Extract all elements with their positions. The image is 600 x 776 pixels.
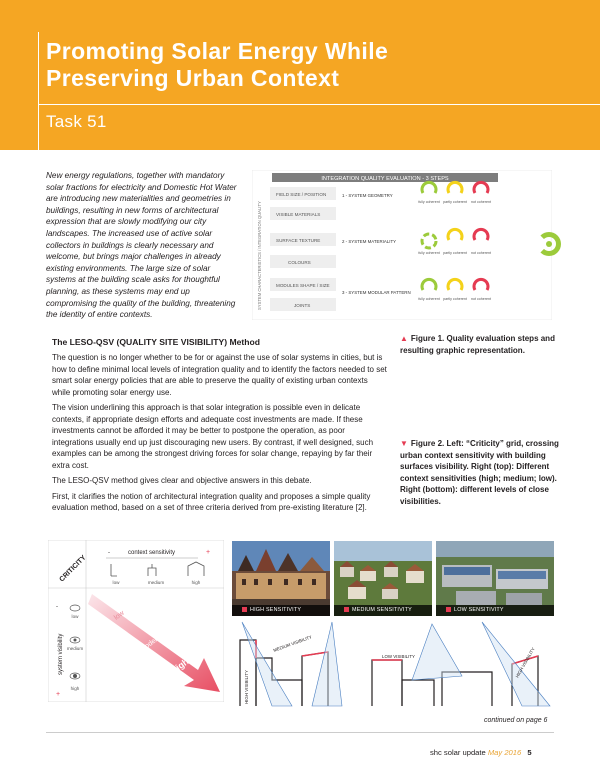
rating-label-partly-3: partly coherent <box>443 297 467 301</box>
item-joints: JOINTS <box>294 303 311 308</box>
rating-label-partly-2: partly coherent <box>443 251 467 255</box>
item-modules-shape: MODULES SHAPE / SIZE <box>276 283 330 288</box>
rating-label-fully-2: fully coherent <box>418 251 440 255</box>
paragraph-2: The vision underlining this approach is that solar integration is possible even in delicate contexts, if appropriate design efforts and adequate cost investments are made. If these investments cannot be afforded it may be better to postpone the operation, as poor integrations usually end up just discouraging new users. By contrast, if well designed, such examples can be among the strongest driving forces for solar change, repaying by far their extra cost. <box>52 403 374 470</box>
column-high: high <box>191 580 201 585</box>
header-left-rule <box>38 32 39 150</box>
footer-rule <box>46 732 554 733</box>
visibility-label-medium: MEDIUM VISIBILITY <box>272 634 313 653</box>
row-low: low <box>71 614 79 619</box>
plus-sign: + <box>206 549 211 556</box>
zone-low: low <box>113 609 126 622</box>
footer <box>430 748 532 757</box>
rating-label-fully-1: fully coherent <box>418 200 440 204</box>
rating-label-partly-1: partly coherent <box>443 200 467 204</box>
visibility-label-low: LOW VISIBILITY <box>382 654 415 659</box>
paragraph-1: The question is no longer whether to be for or against the use of solar systems in cities, but is how to define minimal local levels of integration quality and to identify the factors needed to set smart solar energy policies that are able to preserve the quality of existing urban contexts while promoting solar energy use. <box>52 353 387 397</box>
row-high: high <box>70 686 80 691</box>
page-title: Promoting Solar Energy While Preserving Urban Context <box>46 38 389 91</box>
column-low: low <box>112 580 120 585</box>
item-surface-texture: SURFACE TEXTURE <box>276 238 321 243</box>
figure-1 <box>252 170 552 320</box>
photo-low-sensitivity <box>436 541 554 616</box>
visibility-label-high-1: HIGH VISIBILITY <box>244 670 249 704</box>
footer-date: May 2016 <box>487 748 522 757</box>
building-low-1 <box>372 660 402 706</box>
minus-sign: - <box>108 550 110 556</box>
rating-label-not-1: not coherent <box>471 200 491 204</box>
criticity-label: CRITICITY <box>58 554 88 584</box>
continued-note: continued on page 6 <box>484 717 548 724</box>
rating-label-fully-3: fully coherent <box>418 297 440 301</box>
system-visibility-label: system visibility <box>58 633 64 675</box>
step-3: 3 - SYSTEM MODULAR PATTERN <box>342 290 411 295</box>
title-rule <box>38 104 600 105</box>
visibility-diagrams <box>232 620 554 710</box>
task-label: Task 51 <box>46 112 107 131</box>
figure-2-caption: ▼ Figure 2. Left: “Criticity” grid, crossing urban context sensitivity with building surfaces visibility. Right (top): Different context sensitivities (high; medium; low). Right (bottom): different levels of close visibilities. <box>400 439 559 506</box>
zone-moderate: moderate <box>139 630 168 654</box>
minus-sign-vertical: - <box>56 604 58 610</box>
rating-label-not-3: not coherent <box>471 297 491 301</box>
photo-label-low: LOW SENSITIVITY <box>436 605 554 616</box>
row-medium: medium <box>66 646 84 651</box>
figure-1-banner: INTEGRATION QUALITY EVALUATION - 3 STEPS <box>321 176 449 182</box>
figure-1-caption: ▲ Figure 1. Quality evaluation steps and resulting graphic representation. <box>400 334 555 355</box>
item-field-size: FIELD SIZE / POSITION <box>276 192 327 197</box>
step-1: 1 - SYSTEM GEOMETRY <box>342 193 393 198</box>
rating-label-not-2: not coherent <box>471 251 491 255</box>
caption-triangle-down-icon: ▼ <box>400 439 408 448</box>
figure-1-side-label: SYSTEM CHARACTERISTICS / INTEGRATION QUALITY <box>257 201 262 310</box>
zone-high: high <box>169 656 191 676</box>
photo-high-sensitivity <box>232 541 330 616</box>
building-low-2 <box>402 680 434 706</box>
green-dot-decoration <box>546 241 552 247</box>
footer-publication: shc solar update <box>430 748 486 757</box>
section-body <box>52 352 388 518</box>
caption-triangle-up-icon: ▲ <box>400 334 408 343</box>
context-sensitivity-label: context sensitivity <box>128 550 176 556</box>
footer-page-number: 5 <box>527 748 532 757</box>
paragraph-4: First, it clarifies the notion of architectural integration quality and proposes a simple quality evaluation method, based on a set of three criteria derived from pre-existing literature [2]. <box>52 491 371 512</box>
column-medium: medium <box>147 580 165 585</box>
photo-label-high: HIGH SENSITIVITY <box>232 605 330 616</box>
photo-medium-sensitivity <box>334 541 432 616</box>
photo-label-medium: MEDIUM SENSITIVITY <box>334 605 432 616</box>
criticity-grid <box>48 540 224 702</box>
intro-paragraph: New energy regulations, together with mandatory solar fractions for electricity and Domestic Hot Water are introducing new materialities and geometries in buildings, resulting in new forms of architectural expression that are slowly modifying our city landscapes. The increased use of active solar collectors in buildings is clearly necessary and welcome, but brings major challenges in already existing environments. The large size of solar systems at the building scale asks for thoughtful planning, as these systems may end up compromising the quality of the building, threatening the identity of entire contexts. <box>46 171 237 320</box>
visibility-label-high-2: HIGH VISIBILITY <box>514 646 536 679</box>
step-2: 2 - SYSTEM MATERIALITY <box>342 239 397 244</box>
item-visible-materials: VISIBLE MATERIALS <box>276 212 321 217</box>
item-colours: COLOURS <box>288 260 311 265</box>
section-heading: The LESO-QSV (QUALITY SITE VISIBILITY) Method <box>52 337 261 347</box>
paragraph-3: The LESO-QSV method gives clear and objective answers in this debate. <box>52 476 312 485</box>
plus-sign-vertical: + <box>56 691 61 698</box>
